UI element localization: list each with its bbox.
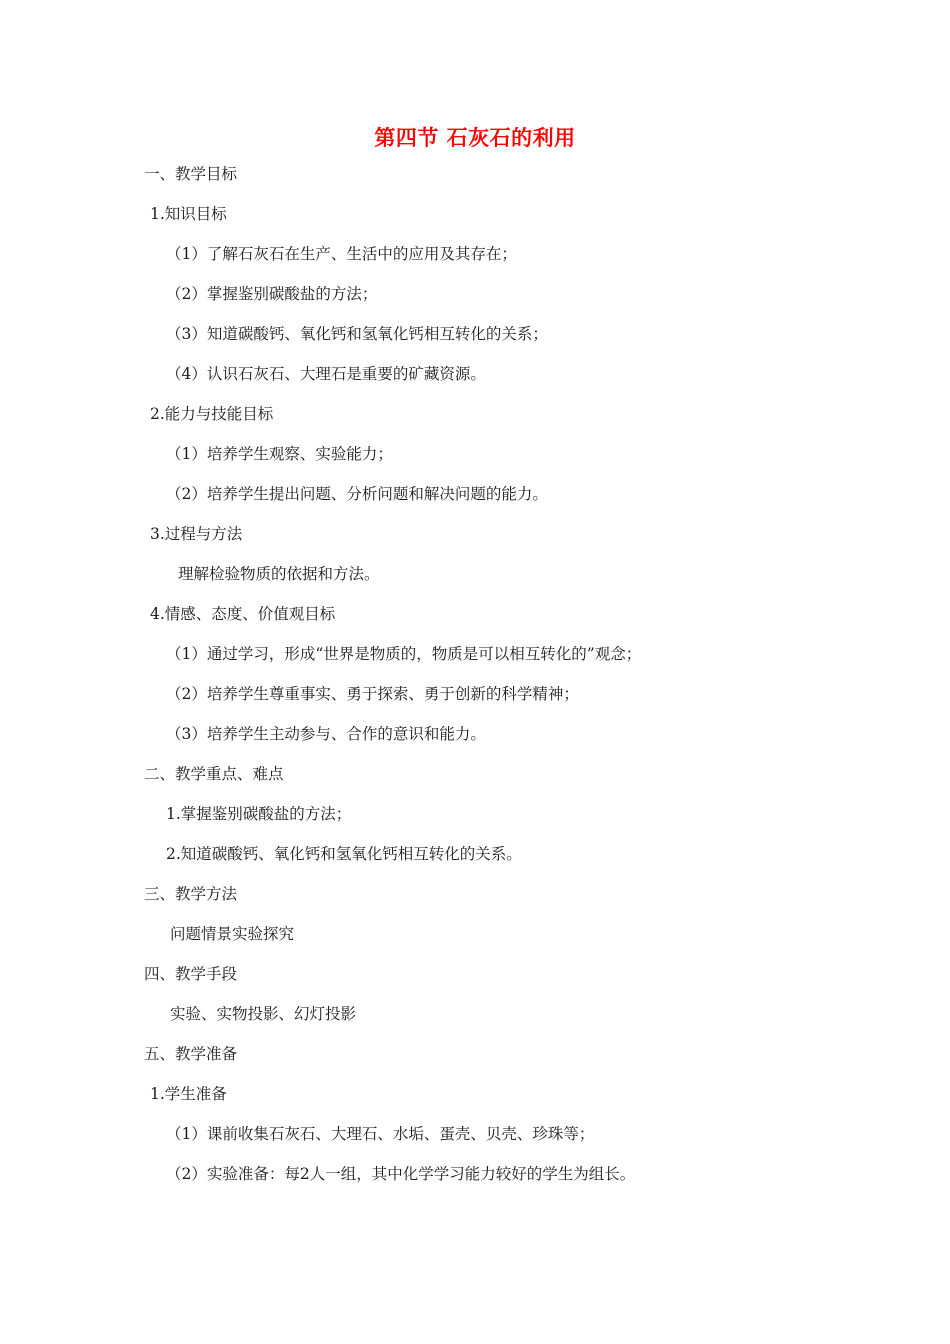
section-heading: 五、教学准备 bbox=[144, 1045, 238, 1063]
list-item: （1）培养学生观察、实验能力； bbox=[166, 445, 393, 463]
list-item: （3）培养学生主动参与、合作的意识和能力。 bbox=[166, 725, 486, 743]
list-item: （3）知道碳酸钙、氧化钙和氢氧化钙相互转化的关系； bbox=[166, 325, 548, 343]
list-item: （2）培养学生提出问题、分析问题和解决问题的能力。 bbox=[166, 485, 548, 503]
subsection-heading: 2.能力与技能目标 bbox=[150, 405, 274, 423]
subsection-heading: 3.过程与方法 bbox=[150, 525, 243, 543]
subsection-heading: 4.情感、态度、价值观目标 bbox=[150, 605, 336, 623]
section-heading: 二、教学重点、难点 bbox=[144, 765, 284, 783]
section-heading: 四、教学手段 bbox=[144, 965, 238, 983]
list-item: （4）认识石灰石、大理石是重要的矿藏资源。 bbox=[166, 365, 486, 383]
subsection-heading: 1.知识目标 bbox=[150, 205, 227, 223]
subsection-heading: 1.学生准备 bbox=[150, 1085, 227, 1103]
list-item: 2.知道碳酸钙、氧化钙和氢氧化钙相互转化的关系。 bbox=[166, 845, 522, 863]
section-heading: 一、教学目标 bbox=[144, 165, 238, 183]
list-item: （2）掌握鉴别碳酸盐的方法； bbox=[166, 285, 378, 303]
list-item: （1）通过学习，形成“世界是物质的，物质是可以相互转化的”观念； bbox=[166, 645, 642, 663]
paragraph: 理解检验物质的依据和方法。 bbox=[178, 565, 380, 583]
section-heading: 三、教学方法 bbox=[144, 885, 238, 903]
list-item: 1.掌握鉴别碳酸盐的方法； bbox=[166, 805, 352, 823]
page-title: 第四节 石灰石的利用 bbox=[374, 126, 576, 150]
paragraph: 实验、实物投影、幻灯投影 bbox=[170, 1005, 357, 1023]
list-item: （2）培养学生尊重事实、勇于探索、勇于创新的科学精神； bbox=[166, 685, 579, 703]
list-item: （2）实验准备：每2人一组，其中化学学习能力较好的学生为组长。 bbox=[166, 1165, 636, 1183]
paragraph: 问题情景实验探究 bbox=[170, 925, 295, 943]
list-item: （1）了解石灰石在生产、生活中的应用及其存在； bbox=[166, 245, 517, 263]
list-item: （1）课前收集石灰石、大理石、水垢、蛋壳、贝壳、珍珠等； bbox=[166, 1125, 595, 1143]
